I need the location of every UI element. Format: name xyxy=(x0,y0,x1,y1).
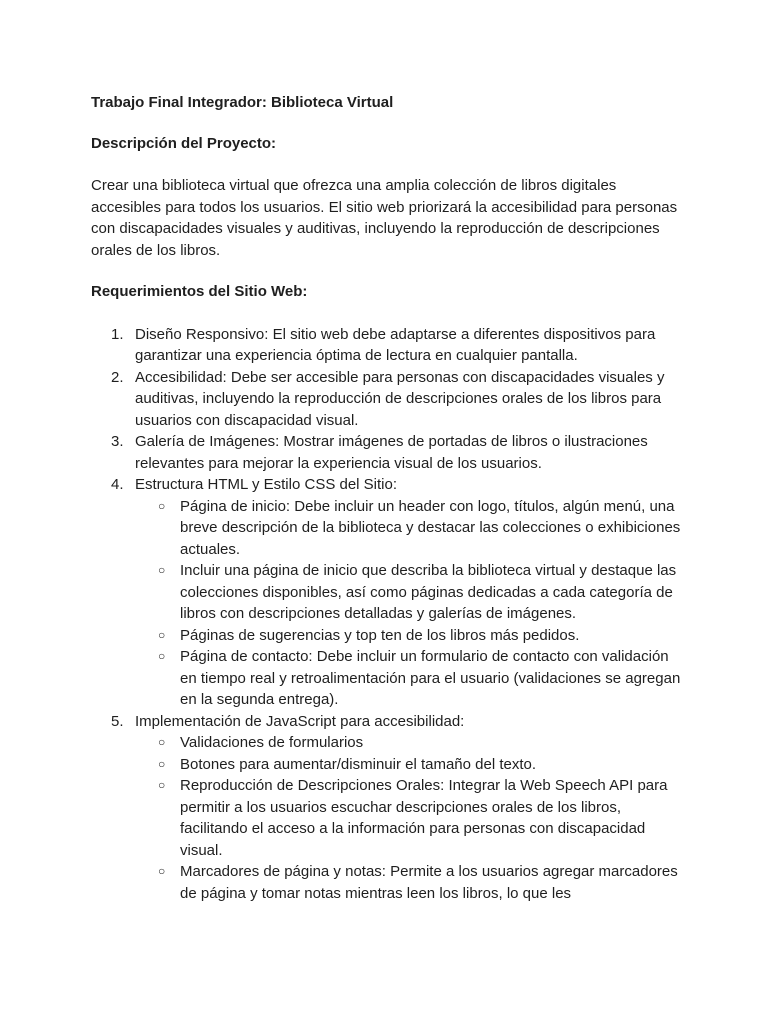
requirement-text: Implementación de JavaScript para accesibilidad: xyxy=(135,712,465,730)
sub-item-text: Botones para aumentar/disminuir el tamaño del texto. xyxy=(180,755,537,773)
sub-item xyxy=(135,496,681,561)
requirement-number: 3. xyxy=(111,433,124,450)
sub-item xyxy=(135,861,681,904)
requirement-item xyxy=(91,324,681,367)
sub-item-text: Validaciones de formularios xyxy=(180,734,364,751)
sub-item-text: Reproducción de Descripciones Orales: Integrar la Web Speech API para permitir a los usuarios escuchar descripciones orales de los libros, facilitando el acceso a la información para personas con discapacidad visual. xyxy=(180,777,668,859)
requirement-item xyxy=(91,431,681,474)
sub-item xyxy=(135,775,681,861)
requirement-text: Estructura HTML y Estilo CSS del Sitio: xyxy=(135,476,398,493)
requirements-heading: Requerimientos del Sitio Web: xyxy=(91,283,308,300)
description-heading: Descripción del Proyecto: xyxy=(91,134,277,152)
hollow-circle-bullet-icon: ○ xyxy=(158,498,166,513)
requirement-text: Diseño Responsivo: El sitio web debe adaptarse a diferentes dispositivos para garantizar una experiencia óptima de lectura en cualquier pantalla. xyxy=(135,325,656,364)
sub-item xyxy=(135,625,681,647)
description-paragraph: Crear una biblioteca virtual que ofrezca una amplia colección de libros digitales accesibles para todos los usuarios. El sitio web priorizará la accesibilidad para personas con discapacidades visuales y auditivas, incluyendo la reproducción de descripciones orales de los libros. xyxy=(91,177,678,259)
requirement-item xyxy=(91,474,681,711)
sub-item-text: Páginas de sugerencias y top ten de los libros más pedidos. xyxy=(180,626,580,644)
document-page xyxy=(91,92,681,904)
hollow-circle-bullet-icon: ○ xyxy=(158,864,166,878)
requirement-number: 5. xyxy=(111,712,124,730)
requirement-sublist xyxy=(135,732,681,904)
requirement-text: Galería de Imágenes: Mostrar imágenes de portadas de libros o ilustraciones relevantes para mejorar la experiencia visual de los usuarios. xyxy=(135,433,648,472)
sub-item-text: Marcadores de página y notas: Permite a los usuarios agregar marcadores de página y tomar notas mientras leen los libros, lo que les xyxy=(180,863,678,902)
requirement-number: 2. xyxy=(111,368,124,386)
hollow-circle-bullet-icon: ○ xyxy=(158,627,166,642)
requirement-item xyxy=(91,367,681,432)
requirement-number: 1. xyxy=(111,325,124,343)
sub-item-text: Incluir una página de inicio que describa la biblioteca virtual y destaque las colecciones disponibles, así como páginas dedicadas a cada categoría de libros con descripciones detalladas y galerías de imágenes. xyxy=(180,562,677,622)
sub-item xyxy=(135,754,681,776)
requirement-number: 4. xyxy=(111,476,124,493)
document-title: Trabajo Final Integrador: Biblioteca Virtual xyxy=(91,94,394,111)
sub-item-text: Página de inicio: Debe incluir un header con logo, títulos, algún menú, una breve descripción de la biblioteca y destacar las colecciones o exhibiciones actuales. xyxy=(180,497,681,558)
hollow-circle-bullet-icon: ○ xyxy=(158,778,166,792)
hollow-circle-bullet-icon: ○ xyxy=(158,563,166,577)
hollow-circle-bullet-icon: ○ xyxy=(158,756,166,771)
requirement-sublist xyxy=(135,496,681,711)
hollow-circle-bullet-icon: ○ xyxy=(158,649,166,663)
sub-item xyxy=(135,732,681,754)
sub-item xyxy=(135,560,681,625)
sub-item xyxy=(135,646,681,711)
hollow-circle-bullet-icon: ○ xyxy=(158,735,166,749)
sub-item-text: Página de contacto: Debe incluir un formulario de contacto con validación en tiempo real y retroalimentación para el usuario (validaciones se agregan en la segunda entrega). xyxy=(180,648,681,708)
requirement-text: Accesibilidad: Debe ser accesible para personas con discapacidades visuales y auditivas, incluyendo la reproducción de descripciones orales de los libros para usuarios con discapacidad visual. xyxy=(135,368,665,429)
requirements-list xyxy=(91,324,681,905)
requirement-item xyxy=(91,711,681,905)
